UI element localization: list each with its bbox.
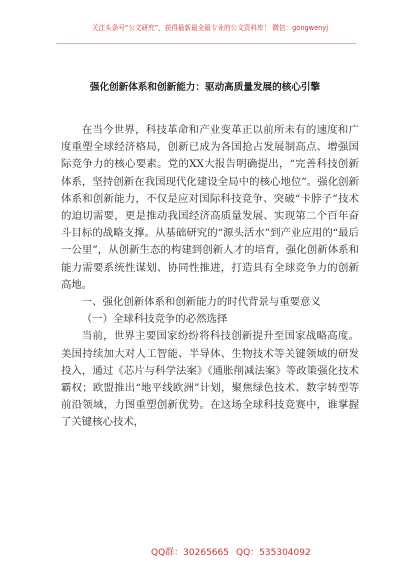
section-heading: 一、强化创新体系和创新能力的时代背景与重要意义 (81, 296, 321, 309)
document-title: 强化创新体系和创新能力：驱动高质量发展的核心引擎 (89, 82, 321, 93)
paragraph-intro: 在当今世界，科技革命和产业变革正以前所未有的速度和广度重塑全球经济格局，创新已成为各国抢占发展制高点、增强国际竞争力的核心要素。党的XX大报告明确提出，“完善科技创新体系，坚持创新在我国现代化建设全局中的核心地位”。强化创新体系和创新能力，不仅是应对国际科技竞争、突破“卡脖子”技术的迫切需要，更是推动我国经济高质量发展、实现第二个百年奋斗目标的战略支撑。从基础研究的“源头活水”到产业应用的“最后一公里”，从创新生态的构建到创新人才的培育，强化创新体系和能力需要系统性谋划、协同性推进，打造具有全球竞争力的创新高地。 (61, 124, 359, 291)
paragraph-body: 当前，世界主要国家纷纷将科技创新提升至国家战略高度。美国持续加大对人工智能、半导体、生物技术等关键领域的研发投入，通过《芯片与科学法案》《通胀削减法案》等政策强化技术霸权；欧盟推出“地平线欧洲”计划，聚焦绿色技术、数字转型等前沿领域，力图重塑创新优势。在这场全球科技竞赛中，谁掌握了关键核心技术， (61, 330, 359, 429)
document-body (61, 122, 359, 432)
header-notice: 关注头条号“公文研究”，获得最新最全最专业的公文资料库！ 微信：gongwenyj (91, 24, 329, 32)
footer-qq-contact: QQ：535304092 (236, 548, 311, 558)
footer-qq-group: QQ群：30265665 (151, 548, 229, 558)
subsection-heading: （一）全球科技竞争的必然选择 (81, 313, 228, 326)
footer (0, 545, 408, 557)
header-divider (56, 43, 356, 44)
